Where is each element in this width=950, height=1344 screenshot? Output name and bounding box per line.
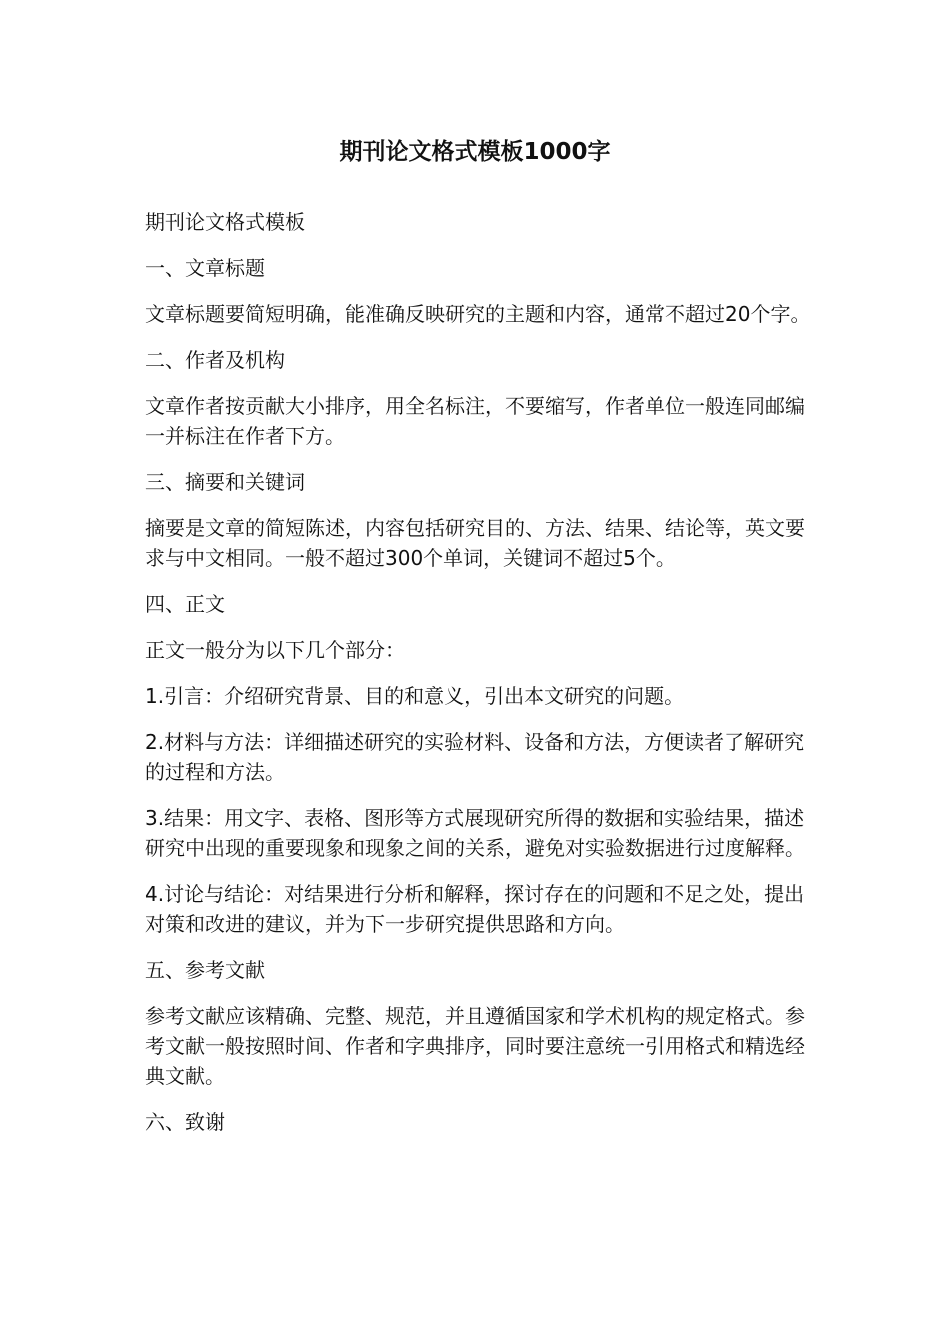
paragraph-references-desc: 参考文献应该精确、完整、规范，并且遵循国家和学术机构的规定格式。参考文献一般按照时间、作者和字典排序，同时要注意统一引用格式和精选经典文献。 (145, 1004, 805, 1088)
list-item-methods: 2.材料与方法：详细描述研究的实验材料、设备和方法，方便读者了解研究的过程和方法。 (145, 730, 805, 784)
paragraph-abstract-desc: 摘要是文章的简短陈述，内容包括研究目的、方法、结果、结论等，英文要求与中文相同。一般不超过300个单词，关键词不超过5个。 (145, 516, 805, 570)
document-body (145, 207, 817, 1153)
section-heading-title: 一、文章标题 (145, 256, 265, 280)
list-item-discussion: 4.讨论与结论：对结果进行分析和解释，探讨存在的问题和不足之处，提出对策和改进的建议，并为下一步研究提供思路和方向。 (145, 882, 805, 936)
document-title: 期刊论文格式模板1000字 (339, 139, 611, 165)
paragraph-body-intro: 正文一般分为以下几个部分： (145, 638, 405, 662)
list-item-introduction: 1.引言：介绍研究背景、目的和意义，引出本文研究的问题。 (145, 684, 685, 708)
paragraph-title-desc: 文章标题要简短明确，能准确反映研究的主题和内容，通常不超过20个字。 (145, 302, 811, 326)
section-heading-references: 五、参考文献 (145, 958, 265, 982)
list-item-results: 3.结果：用文字、表格、图形等方式展现研究所得的数据和实验结果，描述研究中出现的重要现象和现象之间的关系，避免对实验数据进行过度解释。 (145, 806, 805, 860)
subtitle-paragraph: 期刊论文格式模板 (145, 210, 305, 234)
section-heading-author: 二、作者及机构 (145, 348, 285, 372)
paragraph-author-desc: 文章作者按贡献大小排序，用全名标注，不要缩写，作者单位一般连同邮编一并标注在作者下方。 (145, 394, 805, 448)
section-heading-acknowledgement: 六、致谢 (145, 1110, 225, 1134)
section-heading-abstract: 三、摘要和关键词 (145, 470, 305, 494)
section-heading-body: 四、正文 (145, 592, 225, 616)
